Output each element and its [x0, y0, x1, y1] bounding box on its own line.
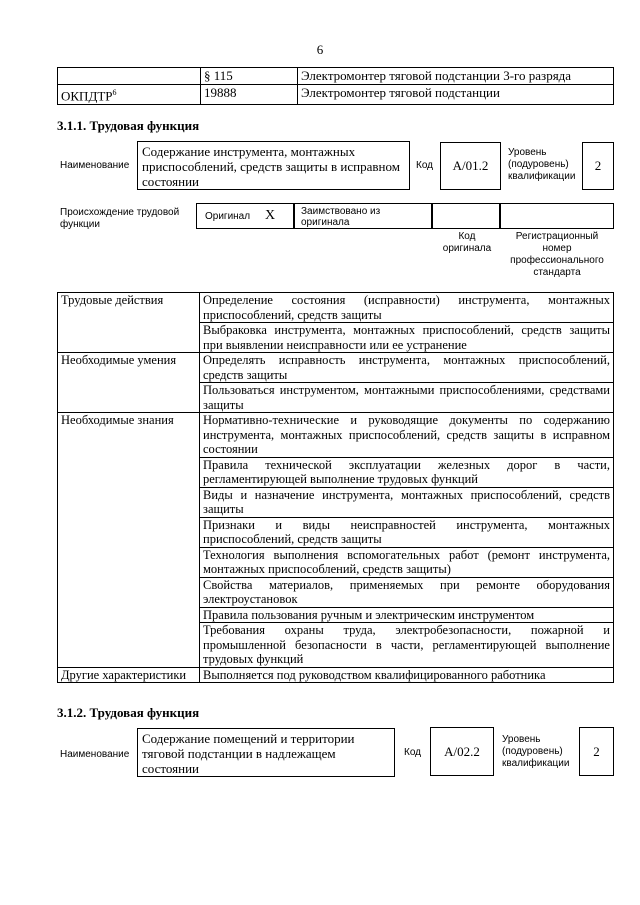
okpdtr-code-cell: § 115	[201, 68, 298, 85]
table-row	[58, 85, 614, 105]
labor-actions-label: Трудовые действия	[58, 293, 200, 353]
code-original-caption: Код оригинала	[442, 231, 492, 254]
knowledge-item: Виды и назначение инструмента, монтажных приспособлений, средств защиты	[200, 487, 614, 517]
level-box: 2	[582, 142, 614, 190]
okpdtr-label: ОКПДТР	[61, 88, 113, 104]
other-label: Другие характеристики	[58, 667, 200, 683]
knowledge-item: Признаки и виды неисправностей инструмента, монтажных приспособлений, средств защиты	[200, 517, 614, 547]
function-heading: 3.1.2. Трудовая функция	[57, 705, 200, 720]
borrowed-cell	[294, 203, 432, 229]
page-number: 6	[316, 42, 324, 57]
table-row	[58, 293, 614, 323]
function-name-box: Содержание инструмента, монтажных приспособлений, средств защиты в исправном состоянии	[137, 141, 410, 190]
knowledge-item: Технология выполнения вспомогательных работ (ремонт инструмента, монтажных приспособлений, средств защиты)	[200, 547, 614, 577]
table-row	[58, 68, 614, 85]
knowledge-label: Необходимые знания	[58, 413, 200, 668]
okpdtr-name-cell: Электромонтер тяговой подстанции 3-го разряда	[298, 68, 614, 85]
reg-number-caption: Регистрационный номер профессионального стандарта	[510, 231, 604, 278]
code-box: А/01.2	[440, 142, 501, 190]
skills-label: Необходимые умения	[58, 353, 200, 413]
reg-number-cell	[500, 203, 614, 229]
name-label: Наименование	[60, 160, 130, 171]
function-heading: 3.1.1. Трудовая функция	[57, 118, 200, 133]
code-box: А/02.2	[430, 727, 494, 776]
labor-action-item: Определение состояния (исправности) инструмента, монтажных приспособлений, средств защиты	[200, 293, 614, 323]
footnote-mark: 6	[112, 88, 117, 97]
borrowed-label: Заимствовано из оригинала	[301, 206, 381, 228]
code-original-cell	[432, 203, 500, 229]
knowledge-item: Свойства материалов, применяемых при ремонте оборудования электроустановок	[200, 577, 614, 607]
okpdtr-label-cell	[58, 85, 201, 105]
level-label: Уровень (подуровень) квалификации	[508, 147, 576, 182]
table-row	[58, 353, 614, 383]
labor-action-item: Выбраковка инструмента, монтажных приспособлений, средств защиты при выявлении неисправности или ее устранение	[200, 323, 614, 353]
function-name-box: Содержание помещений и территории тяговой подстанции в надлежащем состоянии	[137, 728, 395, 777]
code-label: Код	[404, 747, 422, 758]
function-details-table	[57, 292, 614, 683]
skill-item: Определять исправность инструмента, монтажных приспособлений, средств защиты	[200, 353, 614, 383]
original-mark: Х	[265, 208, 276, 223]
table-row	[58, 667, 614, 683]
name-label: Наименование	[60, 749, 130, 760]
origin-label: Происхождение трудовой функции	[60, 207, 180, 230]
code-label: Код	[416, 160, 434, 171]
okpdtr-name-cell: Электромонтер тяговой подстанции	[298, 85, 614, 105]
okpdtr-table	[57, 67, 614, 105]
skill-item: Пользоваться инструментом, монтажными приспособлениями, средствами защиты	[200, 383, 614, 413]
okpdtr-code-cell: 19888	[201, 85, 298, 105]
okpdtr-label-cell	[58, 68, 201, 85]
knowledge-item: Нормативно-технические и руководящие документы по содержанию инструмента, монтажных приспособлений, средств защиты в исправном состоянии	[200, 413, 614, 458]
knowledge-item: Правила технической эксплуатации железных дорог в части, регламентирующей выполнение трудовых функций	[200, 457, 614, 487]
knowledge-item: Правила пользования ручным и электрическим инструментом	[200, 607, 614, 623]
knowledge-item: Требования охраны труда, электробезопасности, пожарной и промышленной безопасности в части, регламентирующей выполнение трудовых функций	[200, 623, 614, 668]
table-row	[58, 413, 614, 458]
original-cell	[196, 203, 294, 229]
level-box: 2	[579, 727, 614, 776]
original-label: Оригинал	[205, 211, 251, 222]
level-label: Уровень (подуровень) квалификации	[502, 734, 570, 769]
other-item: Выполняется под руководством квалифицированного работника	[200, 667, 614, 683]
